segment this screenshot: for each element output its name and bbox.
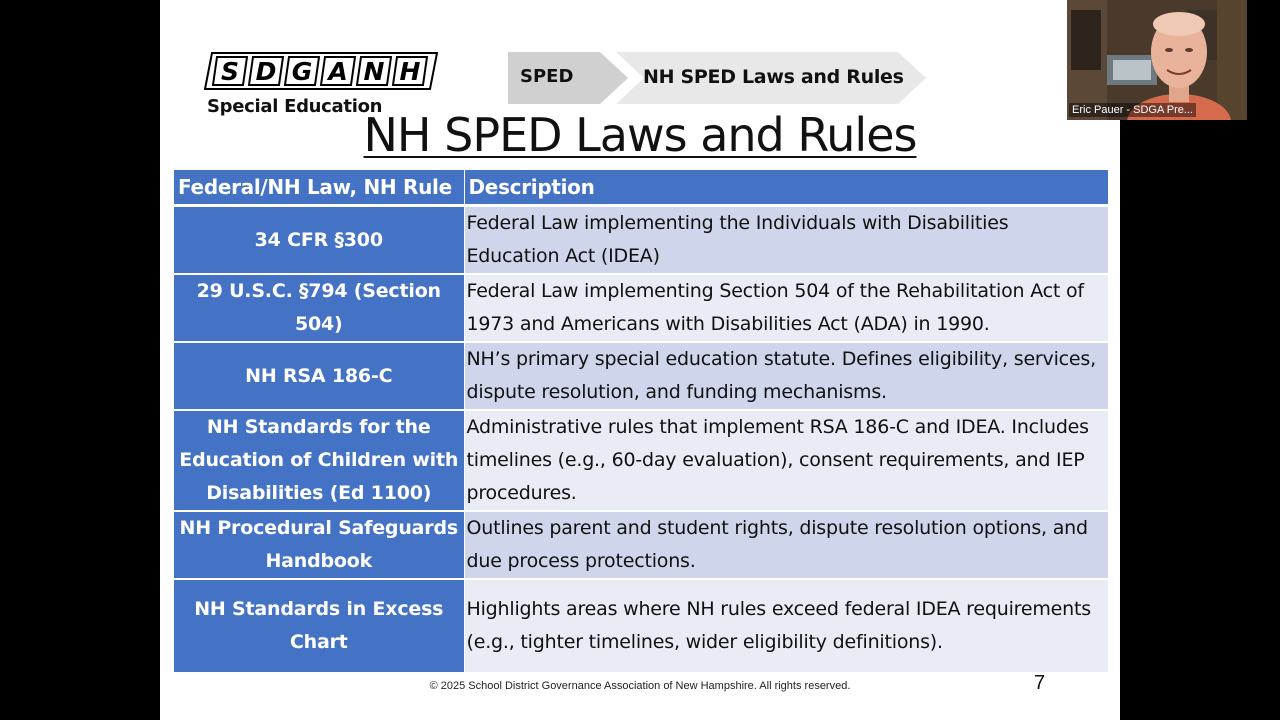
column-header-law: Federal/NH Law, NH Rule [174,170,464,206]
page-number: 7 [1034,672,1046,694]
table-row [174,206,1108,275]
description-cell: Administrative rules that implement RSA 186-C and IDEA. Includes timelines (e.g., 60-day evaluation), consent requirements, and IEP procedures. [464,410,1108,511]
table-row [174,342,1108,410]
table-row [174,410,1108,511]
logo-letter: G [291,57,313,86]
law-cell: NH Standards in Excess Chart [174,579,464,673]
laws-table [174,170,1108,674]
table-row [174,579,1108,673]
logo-subtitle: Special Education [207,96,383,117]
webcam-thumbnail[interactable] [1067,0,1247,120]
participant-video [1067,0,1247,120]
description-cell: Highlights areas where NH rules exceed federal IDEA requirements (e.g., tighter timelines, wider eligibility definitions). [464,579,1108,673]
sdganh-logo [204,52,438,90]
logo-letter: S [220,57,240,86]
law-cell: NH Standards for the Education of Children with Disabilities (Ed 1100) [174,410,464,511]
law-cell: NH Procedural Safeguards Handbook [174,511,464,579]
logo-letter: H [399,57,421,86]
logo-letter: A [328,57,348,86]
description-cell: NH’s primary special education statute. Defines eligibility, services, dispute resolution, and funding mechanisms. [464,342,1108,410]
slide-title: NH SPED Laws and Rules [363,108,917,162]
table-row [174,511,1108,579]
law-cell: NH RSA 186-C [174,342,464,410]
description-cell: Outlines parent and student rights, dispute resolution options, and due process protections. [464,511,1108,579]
presentation-slide [160,0,1120,720]
table-header-row [174,170,1108,206]
law-cell: 29 U.S.C. §794 (Section 504) [174,274,464,342]
copyright-footer: © 2025 School District Governance Association of New Hampshire. All rights reserved. [429,680,851,692]
logo-letter: D [255,57,277,86]
law-cell: 34 CFR §300 [174,206,464,275]
description-cell: Federal Law implementing the Individuals with Disabilities Education Act (IDEA) [464,206,1108,275]
description-cell: Federal Law implementing Section 504 of the Rehabilitation Act of 1973 and Americans with Disabilities Act (ADA) in 1990. [464,274,1108,342]
participant-name-label: Eric Pauer - SDGA Pre... [1069,103,1196,117]
logo-letter: N [363,57,385,86]
column-header-description: Description [464,170,1108,206]
breadcrumb-item-sped: SPED [520,66,574,87]
breadcrumb-item-current: NH SPED Laws and Rules [643,66,904,88]
table-row [174,274,1108,342]
